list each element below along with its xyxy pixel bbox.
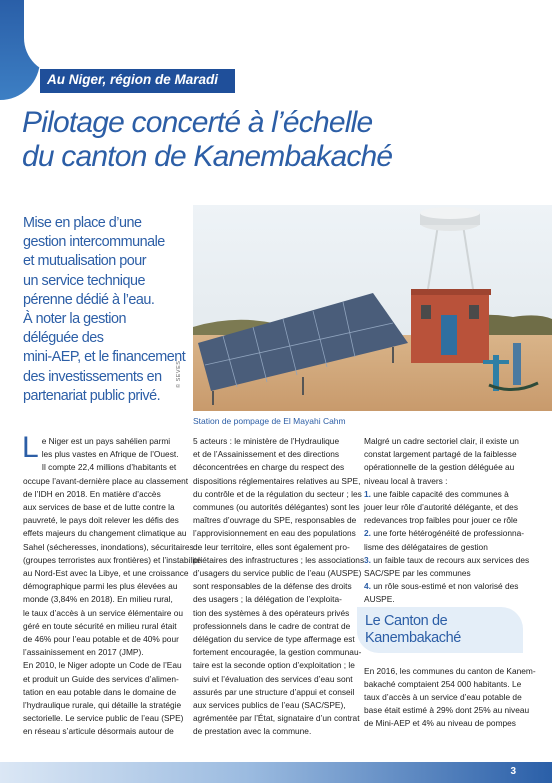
photo-illustration <box>193 205 552 411</box>
section-heading-line: Kanembakaché <box>365 630 461 646</box>
list-text: redevances trop faibles pour jouer ce rôle <box>364 515 518 526</box>
body-line: aux services de base et de lutte contre la <box>23 502 175 513</box>
drop-cap: L <box>22 431 39 464</box>
list-item-line <box>364 541 514 554</box>
body-line: pauvreté, le pays doit relever les défis des <box>23 515 179 526</box>
body-line: des usagers ; la délégation de l’exploita- <box>193 594 342 605</box>
body-line: de leur territoire, elles sont également pro- <box>193 541 350 552</box>
section-heading <box>357 607 523 653</box>
list-item-line <box>364 527 525 540</box>
body-line: sectorielle. Le service public de l’eau (SPE) <box>23 713 184 724</box>
lead-line: et mutualisation pour <box>23 253 147 270</box>
list-text: une forte hétérogénéité de professionna- <box>373 528 525 539</box>
list-number: 3. <box>364 554 371 565</box>
list-item-line <box>364 567 514 580</box>
body-line: de l’IDH en 2018. En matière d’accès <box>23 488 161 499</box>
list-item-line <box>364 593 514 606</box>
body-line: l’assainissement en 2017 (JMP). <box>23 647 144 658</box>
body-line: tation en eau potable dans le domaine de <box>23 686 177 697</box>
list-item-line <box>364 580 519 593</box>
body-line: maîtres d’ouvrage du SPE, responsables de <box>193 515 357 526</box>
lead-line: un service technique <box>23 272 145 289</box>
list-item-line <box>364 514 518 527</box>
list-number: 2. <box>364 528 371 539</box>
list-text: jouer leur rôle d’autorité délégante, et des <box>364 502 518 513</box>
body-line: les plus vastes en Afrique de l’Ouest. <box>41 449 179 460</box>
body-line: (groupes terroristes aux frontières) et l’instabilité <box>23 554 202 565</box>
body-line: taux d’accès à un service d’eau potable de <box>364 692 522 703</box>
lead-line: déléguée des <box>23 330 104 347</box>
body-line: de Mini-AEP et 4% au niveau de pompes <box>364 718 516 729</box>
text-column-1 <box>22 431 202 739</box>
list-text: un rôle sous-estimé et non valorisé des <box>373 581 519 592</box>
list-text: SAC/SPE par les communes <box>364 568 471 579</box>
body-line: dispositions réglementaires relatives au SPE, <box>193 475 361 486</box>
body-line: occupe l’avant-dernière place au classement <box>23 475 189 486</box>
body-line: déconcentrées en charge du respect des <box>193 462 345 473</box>
body-line: 5 acteurs : le ministère de l’Hydraulique <box>193 436 340 446</box>
text-column-3 <box>364 435 536 731</box>
body-line: et de l’Assainissement et des directions <box>193 449 340 460</box>
body-line: niveau local à travers : <box>364 475 448 486</box>
body-line: d’usagers du service public de l’eau (AUSPE) <box>193 568 362 579</box>
body-line: du contrôle et de la régulation du secteur ; les <box>193 488 362 499</box>
region-tag-label: Au Niger, région de Maradi <box>47 72 219 87</box>
body-line: priétaires des infrastructures ; les associations <box>193 554 365 565</box>
list-number: 4. <box>364 581 371 592</box>
footer-bar <box>0 762 552 783</box>
pumping-station-photo <box>193 205 552 411</box>
body-line: aux services publics de l’eau (SAC/SPE), <box>193 700 346 711</box>
body-line: démographique parmi les plus élevées au <box>23 581 178 592</box>
body-line: l’hydraulique rurale, qui détaille la stratégie <box>23 700 182 711</box>
list-item-line <box>364 554 530 567</box>
body-line: au Nord-Est avec la Libye, et une croissance <box>23 568 189 579</box>
body-line: et produit un Guide des services d’alimen- <box>23 673 179 684</box>
body-line: Sahel (sécheresses, inondations), sécuritaires <box>23 541 194 552</box>
photo-credit: © SEVES <box>176 360 182 388</box>
body-line: e Niger est un pays sahélien parmi <box>41 436 171 446</box>
body-line: fortement encouragée, la gestion communau- <box>193 647 362 658</box>
body-line: communes (ou autorités délégantes) sont les <box>193 502 360 513</box>
page-title <box>22 106 542 174</box>
body-line: monde (3,84% en 2018). En milieu rural, <box>23 594 173 605</box>
body-line: géré en toute sécurité en milieu rural était <box>23 620 177 631</box>
body-line: professionnels dans le cadre de contrat de <box>193 620 351 631</box>
body-line: suivi et l’évaluation des services d’eau sont <box>193 673 353 684</box>
body-line: l’approvisionnement en eau des populations <box>193 528 356 539</box>
section-heading-line: Le Canton de <box>365 613 448 629</box>
list-item-line <box>364 501 518 514</box>
list-text: AUSPE. <box>364 594 395 605</box>
lead-line: À noter la gestion <box>23 311 126 328</box>
body-line: de prestation avec la commune. <box>193 726 312 737</box>
body-line: en réseau s’articule désormais autour de <box>23 726 174 737</box>
page-number: 3 <box>510 766 516 777</box>
lead-line: mini-AEP, et le financement <box>23 349 186 366</box>
body-line: base était estimé à 29% dont 25% au niveau <box>364 705 530 716</box>
lead-line: partenariat public privé. <box>23 387 161 404</box>
region-tag <box>40 69 235 93</box>
body-line: opérationnelle de la gestion déléguée au <box>364 462 515 473</box>
text-column-2 <box>193 435 365 739</box>
body-line: tion des systèmes à des opérateurs privés <box>193 607 350 618</box>
list-item-line <box>364 488 514 501</box>
lead-line: pérenne dédié à l’eau. <box>23 291 155 308</box>
body-line: assurés par une structure d’appui et conseil <box>193 686 355 697</box>
body-line: le taux d’accès à un service élémentaire ou <box>23 607 184 618</box>
body-line: agrémentée par l’État, signataire d’un contrat <box>193 713 360 724</box>
lead-line: des investissements en <box>23 368 162 385</box>
body-line: En 2010, le Niger adopte un Code de l’Eau <box>23 660 182 671</box>
body-line: En 2016, les communes du canton de Kanem- <box>364 665 536 676</box>
body-line: bakaché comptaient 254 000 habitants. Le <box>364 678 522 689</box>
lead-line: gestion intercommunale <box>23 234 165 251</box>
list-text: lisme des délégataires de gestion <box>364 541 488 552</box>
list-text: un faible taux de recours aux services des <box>373 554 530 565</box>
title-line: Pilotage concerté à l’échelle <box>22 106 373 139</box>
list-number: 1. <box>364 488 371 499</box>
body-line: effets majeurs du changement climatique au <box>23 528 187 539</box>
body-line: constat largement partagé de la faiblesse <box>364 449 517 460</box>
body-line: Malgré un cadre sectoriel clair, il existe un <box>364 436 519 446</box>
title-line: du canton de Kanembakaché <box>22 140 393 173</box>
photo-caption: Station de pompage de El Mayahi Cahm <box>193 416 346 426</box>
body-line: de 46% pour l’eau potable et de 40% pour <box>23 634 179 645</box>
list-text: une faible capacité des communes à <box>373 488 509 499</box>
body-line: sont responsables de la défense des droits <box>193 581 352 592</box>
lead-paragraph <box>23 214 186 406</box>
lead-line: Mise en place d’une <box>23 215 142 231</box>
body-line: taire est la seconde option d’exploitation ; le <box>193 660 355 671</box>
body-line: Il compte 22,4 millions d’habitants et <box>41 462 177 473</box>
body-line: délégation du service de type affermage est <box>193 634 355 645</box>
